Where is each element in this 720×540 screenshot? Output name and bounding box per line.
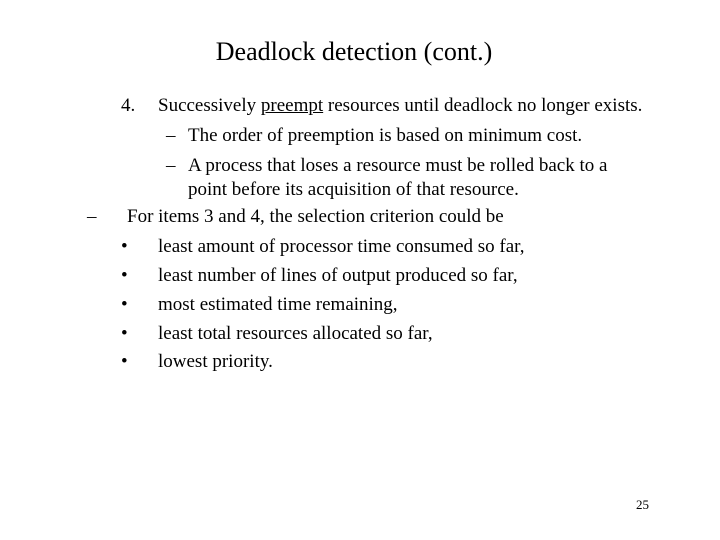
sub-item-text: A process that loses a resource must be rolled back to a [188, 155, 608, 176]
criterion-dash: – [87, 206, 97, 227]
bullet-marker: • [121, 265, 128, 286]
bullet-marker: • [121, 323, 128, 344]
bullet-marker: • [121, 351, 128, 372]
bullet-text: least amount of processor time consumed so far, [158, 236, 525, 257]
slide-title: Deadlock detection (cont.) [215, 37, 493, 66]
bullet-marker: • [121, 294, 128, 315]
bullet-text: least number of lines of output produced so far, [158, 265, 518, 286]
page-number: 25 [636, 497, 649, 512]
sub-item-dash: – [166, 125, 176, 146]
sub-item-dash: – [166, 155, 176, 176]
bullet-text: most estimated time remaining, [158, 294, 398, 315]
item-4-text [158, 94, 642, 118]
sub-item-text-continued: point before its acquisition of that resource. [188, 179, 519, 200]
item-4-text-after: resources until deadlock no longer exists. [323, 95, 643, 116]
bullet-text: lowest priority. [158, 351, 273, 372]
criterion-text: For items 3 and 4, the selection criterion could be [127, 206, 504, 227]
sub-item-text: The order of preemption is based on minimum cost. [188, 125, 583, 146]
item-number: 4. [121, 95, 136, 116]
item-4-text-before: Successively [158, 95, 261, 116]
item-4-underlined-word: preempt [260, 95, 324, 116]
bullet-text: least total resources allocated so far, [158, 323, 433, 344]
bullet-marker: • [121, 236, 128, 257]
